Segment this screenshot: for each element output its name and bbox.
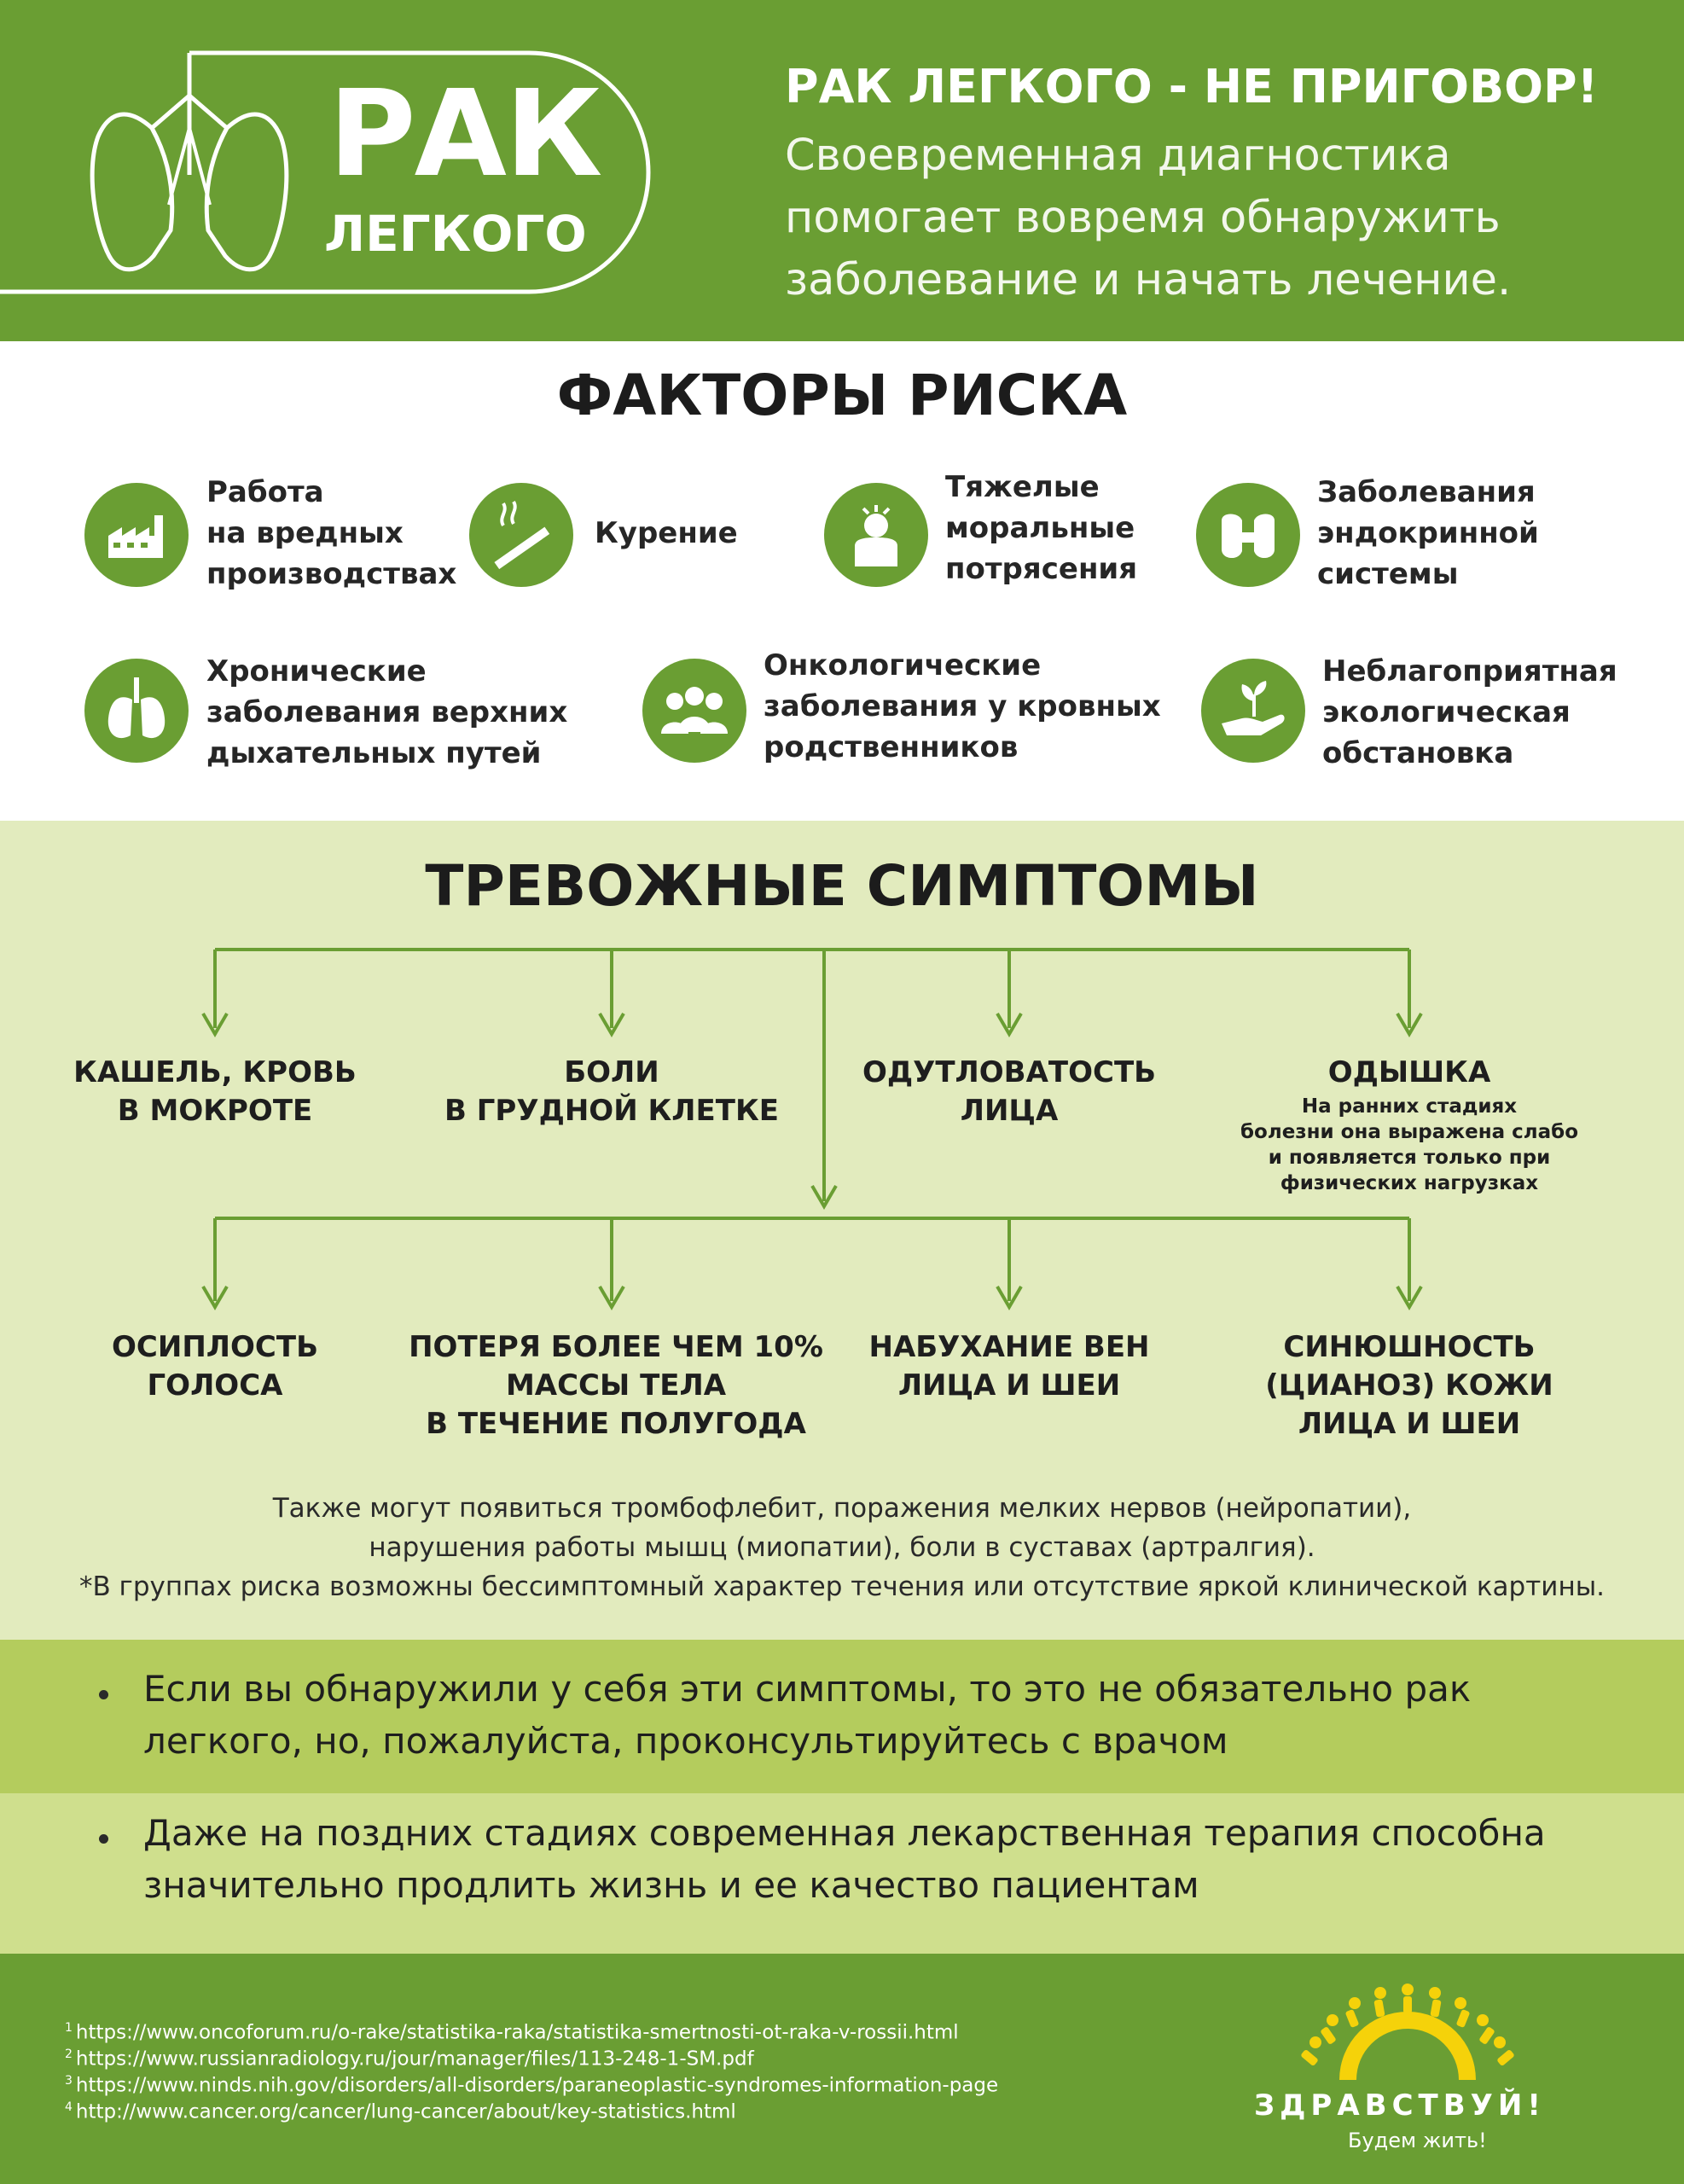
reference-link[interactable]: https://www.ninds.nih.gov/disorders/all-disorders/paraneoplastic-syndromes-information-page [75, 2074, 999, 2097]
symptom-cyanosis [1239, 1328, 1580, 1443]
reference-number: 2 [65, 2048, 73, 2061]
advice-text-1: Если вы обнаружили у себя эти симптомы, то это не обязательно рак легкого, но, пожалуйста, проконсультируйтесь с врачом [143, 1668, 1472, 1762]
note-line: и появляется только при [1268, 1147, 1551, 1169]
symptom-line: ЛИЦА [960, 1094, 1059, 1128]
risk-label-line: потрясения [945, 552, 1138, 586]
note-line: *В группах риска возможны бессимптомный характер течения или отсутствие яркой клинической картины. [78, 1571, 1606, 1602]
risk-label-line: Неблагоприятная [1322, 654, 1617, 688]
reference-link[interactable]: https://www.russianradiology.ru/jour/manager/files/113-248-1-SM.pdf [75, 2048, 754, 2071]
slogan-heading: РАК ЛЕГКОГО - НЕ ПРИГОВОР! [785, 60, 1599, 113]
bullet-icon [99, 1834, 108, 1844]
logo-name: ЗДРАВСТВУЙ! [1254, 2088, 1546, 2123]
symptom-line: ЛИЦА И ШЕИ [1298, 1407, 1521, 1441]
note-line: физических нагрузках [1280, 1172, 1539, 1194]
symptom-vein-swelling [839, 1328, 1180, 1405]
reference-4[interactable] [65, 2094, 736, 2125]
symptom-line: БОЛИ [564, 1055, 659, 1089]
symptom-line: МАССЫ ТЕЛА [505, 1368, 727, 1403]
advice-band-2 [0, 1793, 1684, 1954]
symptom-line: ПОТЕРЯ БОЛЕЕ ЧЕМ 10% [409, 1330, 823, 1364]
symptom-facial-puffiness [839, 1054, 1180, 1130]
symptom-line: НАБУХАНИЕ ВЕН [868, 1330, 1150, 1364]
risk-label-line: обстановка [1322, 736, 1514, 770]
symptom-line: В ТЕЧЕНИЕ ПОЛУГОДА [426, 1407, 806, 1441]
symptom-line: КАШЕЛЬ, КРОВЬ [73, 1055, 357, 1089]
symptom-line: ГОЛОСА [147, 1368, 283, 1403]
sun-people-logo-icon [1280, 1971, 1536, 2090]
risk-factors-title: ФАКТОРЫ РИСКА [556, 363, 1128, 428]
symptom-line: СИНЮШНОСТЬ [1283, 1330, 1536, 1364]
symptom-dyspnea [1230, 1054, 1588, 1196]
symptom-note [1230, 1094, 1588, 1196]
symptom-cough [61, 1054, 369, 1130]
risk-label-line: эндокринной [1317, 516, 1539, 550]
symptom-line: ОСИПЛОСТЬ [112, 1330, 318, 1364]
risk-label-line: системы [1317, 557, 1459, 591]
note-line: Также могут появиться тромбофлебит, поражения мелких нервов (нейропатии), [272, 1493, 1412, 1524]
note-line: На ранних стадиях [1301, 1095, 1518, 1118]
symptoms-title: ТРЕВОЖНЫЕ СИМПТОМЫ [425, 853, 1259, 919]
symptom-line: В МОКРОТЕ [117, 1094, 313, 1128]
logo-tagline: Будем жить! [1348, 2129, 1487, 2152]
risk-label-line: Тяжелые [945, 470, 1100, 504]
reference-link[interactable]: https://www.oncoforum.ru/o-rake/statistika-raka/statistika-smertnosti-ot-raka-v-rossii.html [75, 2021, 959, 2044]
risk-label-line: Работа [206, 475, 324, 509]
symptom-line: (ЦИАНОЗ) КОЖИ [1265, 1368, 1553, 1403]
symptom-line: ОДУТЛОВАТОСТЬ [862, 1055, 1157, 1089]
risk-label-line: Курение [595, 516, 738, 550]
advice-band-1 [0, 1640, 1684, 1793]
risk-label-line: моральные [945, 511, 1135, 545]
reference-number: 1 [65, 2021, 73, 2035]
risk-label-line: производствах [206, 557, 457, 591]
risk-label-line: дыхательных путей [206, 736, 542, 770]
symptom-weight-loss [407, 1328, 825, 1443]
risk-label-line: на вредных [206, 516, 404, 550]
note-line: нарушения работы мышц (миопатии), боли в суставах (артралгия). [369, 1532, 1315, 1563]
brand-subtitle: ЛЕГКОГО [324, 205, 587, 263]
note-line: болезни она выражена слабо [1240, 1121, 1578, 1143]
reference-number: 4 [65, 2100, 73, 2114]
symptom-hoarseness [70, 1328, 360, 1405]
risk-label-line: экологическая [1322, 695, 1571, 729]
symptoms-extra-note [0, 1489, 1684, 1606]
symptom-line: В ГРУДНОЙ КЛЕТКЕ [444, 1094, 779, 1128]
symptom-line: ОДЫШКА [1327, 1055, 1491, 1089]
symptom-chest-pain [433, 1054, 791, 1130]
slogan-text: Своевременная диагностика помогает вовремя обнаружить заболевание и начать лечение. [785, 131, 1512, 305]
brand-title: РАК [328, 65, 601, 204]
risk-label-line: заболевания верхних [206, 695, 568, 729]
reference-number: 3 [65, 2074, 73, 2088]
bullet-icon [99, 1690, 108, 1699]
risk-label-line: Хронические [206, 654, 427, 688]
risk-label-line: Заболевания [1317, 475, 1536, 509]
risk-label-line: заболевания у кровных [764, 689, 1161, 723]
advice-text-2: Даже на поздних стадиях современная лекарственная терапия способна значительно продлить жизнь и ее качество пациентам [143, 1812, 1546, 1906]
reference-link[interactable]: http://www.cancer.org/cancer/lung-cancer/about/key-statistics.html [75, 2100, 736, 2123]
risk-label-line: родственников [764, 730, 1019, 764]
symptom-line: ЛИЦА И ШЕИ [897, 1368, 1121, 1403]
risk-label-line: Онкологические [764, 648, 1042, 682]
